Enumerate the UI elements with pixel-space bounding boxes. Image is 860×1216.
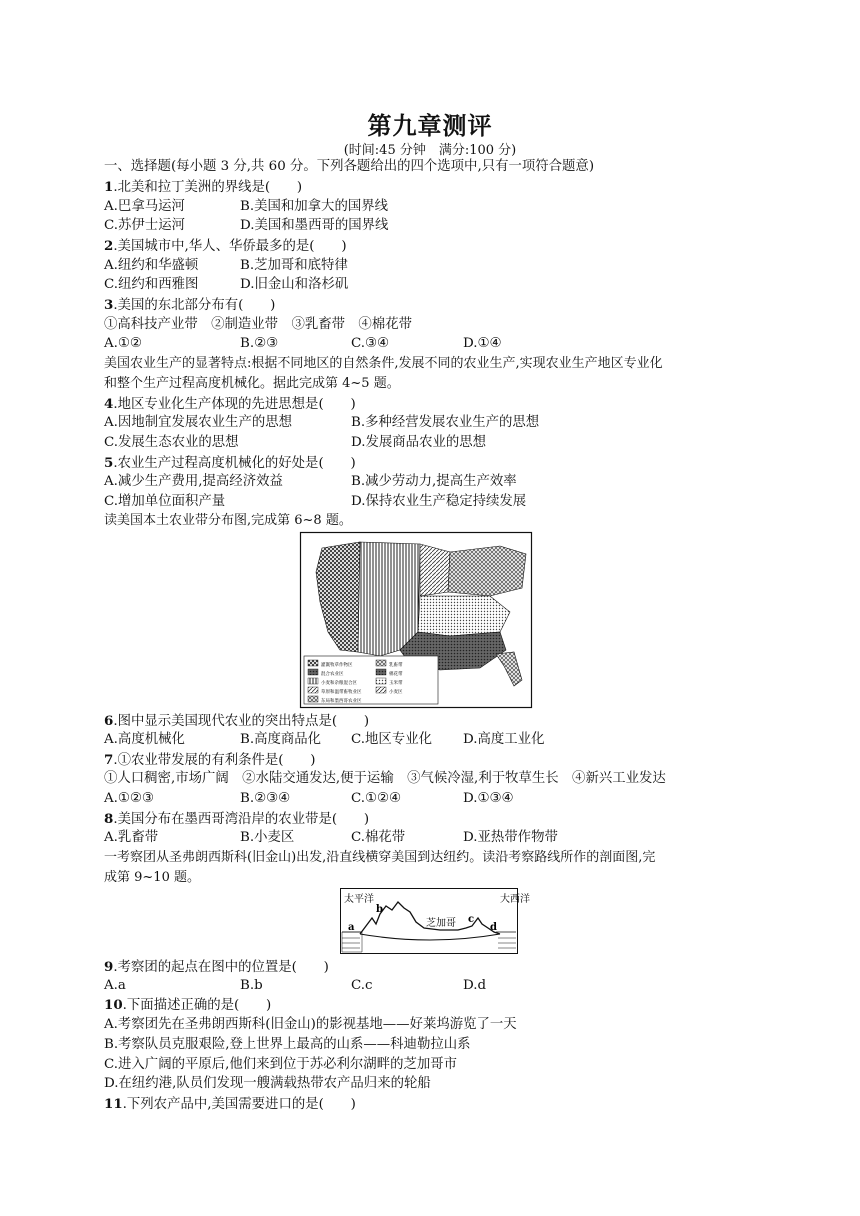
- point-c-label: c: [468, 914, 475, 925]
- q7-option-c: C.①②④: [351, 791, 402, 806]
- q5-option-a: A.减少生产费用,提高经济效益: [104, 474, 283, 489]
- point-d-label: d: [490, 922, 497, 933]
- q8-option-a: A.乳畜带: [104, 830, 159, 845]
- legend-swatch: [376, 660, 386, 666]
- us-agriculture-map: [300, 532, 532, 708]
- q10-option-c: C.进入广阔的平原后,他们来到位于苏必利尔湖畔的芝加哥市: [104, 1057, 458, 1072]
- legend-label: 灌溉牧草作物区: [321, 663, 353, 668]
- question-11: 11.下列农产品中,美国需要进口的是( ): [104, 1096, 356, 1112]
- q10-option-d: D.在纽约港,队员们发现一艘满载热带农产品归来的轮船: [104, 1076, 431, 1091]
- map-dairy-zone: [448, 546, 526, 596]
- q10-option-b: B.考察队员克服艰险,登上世界上最高的山系——科迪勒拉山系: [104, 1037, 471, 1052]
- q10-option-a: A.考察团先在圣弗朗西斯科(旧金山)的影视基地——好莱坞游览了一天: [104, 1017, 517, 1032]
- q1-option-a: A.巴拿马运河: [104, 199, 185, 214]
- map-corn-zone: [418, 596, 510, 636]
- q5-option-d: D.保持农业生产稳定持续发展: [351, 494, 527, 509]
- q2-option-d: D.旧金山和洛杉矶: [240, 277, 349, 292]
- q7-option-d: D.①③④: [463, 791, 514, 806]
- q6-option-a: A.高度机械化: [104, 732, 185, 747]
- q1-option-c: C.苏伊士运河: [104, 218, 185, 233]
- label-chicago: 芝加哥: [426, 918, 456, 929]
- map-wheat-zone: [420, 544, 450, 596]
- q3-option-c: C.③④: [351, 336, 390, 351]
- question-2: 2.美国城市中,华人、华侨最多的是( ): [104, 238, 347, 254]
- section-heading: 一、选择题(每小题 3 分,共 60 分。下列各题给出的四个选项中,只有一项符合题意): [104, 159, 595, 174]
- q8-option-d: D.亚热带作物带: [463, 830, 558, 845]
- label-atlantic: 大西洋: [500, 894, 530, 905]
- legend-swatch: [376, 687, 386, 693]
- passage-4-5-line2: 和整个生产过程高度机械化。据此完成第 4~5 题。: [104, 376, 400, 391]
- point-b-label: b: [376, 904, 383, 915]
- q6-option-c: C.地区专业化: [351, 732, 432, 747]
- question-1: 1.北美和拉丁美洲的界线是( ): [104, 179, 303, 195]
- legend-swatch: [376, 678, 386, 684]
- legend-swatch: [308, 678, 318, 684]
- passage-9-10-line2: 成第 9~10 题。: [104, 870, 200, 885]
- cross-section-profile: [340, 888, 530, 954]
- question-4: 4.地区专业化生产体现的先进思想是( ): [104, 396, 356, 412]
- question-5: 5.农业生产过程高度机械化的好处是( ): [104, 455, 356, 471]
- passage-6-8: 读美国本土农业带分布图,完成第 6~8 题。: [104, 513, 352, 528]
- question-10: 10.下面描述正确的是( ): [104, 997, 272, 1013]
- q9-option-d: D.d: [463, 978, 487, 993]
- legend-label: 小麦和杂粮混合区: [321, 681, 357, 686]
- label-pacific: 太平洋: [344, 894, 374, 905]
- legend-swatch: [308, 660, 318, 666]
- q7-items: ①人口稠密,市场广阔 ②水陆交通发达,便于运输 ③气候冷湿,利于牧草生长 ④新兴工业发达: [104, 771, 666, 786]
- q9-option-c: C.c: [351, 978, 373, 993]
- legend-label: 小麦区: [389, 690, 403, 695]
- q1-option-b: B.美国和加拿大的国界线: [240, 199, 389, 214]
- legend-swatch: [308, 669, 318, 675]
- q3-option-a: A.①②: [104, 336, 142, 351]
- point-a-label: a: [348, 922, 355, 933]
- legend-label: 草原和温带畜牧业区: [321, 690, 362, 695]
- legend-label: 东局和墨西哥农业区: [321, 699, 362, 704]
- q5-option-c: C.增加单位面积产量: [104, 494, 226, 509]
- legend-label: 玉米带: [389, 681, 403, 686]
- q8-option-c: C.棉花带: [351, 830, 406, 845]
- legend-swatch: [376, 669, 386, 675]
- q1-option-d: D.美国和墨西哥的国界线: [240, 218, 389, 233]
- q9-option-a: A.a: [104, 978, 126, 993]
- q7-option-b: B.②③④: [240, 791, 291, 806]
- q2-option-c: C.纽约和西雅图: [104, 277, 199, 292]
- q2-option-b: B.芝加哥和底特律: [240, 258, 348, 273]
- question-7: 7.①农业带发展的有利条件是( ): [104, 752, 316, 768]
- legend-swatch: [308, 687, 318, 693]
- q5-option-b: B.减少劳动力,提高生产效率: [351, 474, 517, 489]
- q7-option-a: A.①②③: [104, 791, 154, 806]
- q4-option-a: A.因地制宜发展农业生产的思想: [104, 415, 293, 430]
- q6-option-b: B.高度商品化: [240, 732, 322, 747]
- legend-swatch: [308, 696, 318, 702]
- question-6: 6.图中显示美国现代农业的突出特点是( ): [104, 713, 370, 729]
- q4-option-d: D.发展商品农业的思想: [351, 435, 487, 450]
- q3-option-b: B.②③: [240, 336, 279, 351]
- legend-label: 乳畜带: [389, 663, 403, 668]
- passage-4-5-line1: 美国农业生产的显著特点:根据不同地区的自然条件,发展不同的农业生产,实现农业生产地区专业化: [104, 356, 663, 371]
- q6-option-d: D.高度工业化: [463, 732, 545, 747]
- question-9: 9.考察团的起点在图中的位置是( ): [104, 959, 329, 975]
- q3-option-d: D.①④: [463, 336, 502, 351]
- exam-time-info: (时间:45 分钟 满分:100 分): [343, 143, 517, 158]
- question-3: 3.美国的东北部分布有( ): [104, 297, 276, 313]
- q3-items: ①高科技产业带 ②制造业带 ③乳畜带 ④棉花带: [104, 317, 412, 332]
- question-8: 8.美国分布在墨西哥湾沿岸的农业带是( ): [104, 811, 370, 827]
- q4-option-b: B.多种经营发展农业生产的思想: [351, 415, 540, 430]
- passage-9-10-line1: 一考察团从圣弗朗西斯科(旧金山)出发,沿直线横穿美国到达纽约。读沿考察路线所作的剖面图,完: [104, 850, 656, 865]
- legend-label: 混合农业区: [321, 672, 344, 677]
- q9-option-b: B.b: [240, 978, 263, 993]
- q8-option-b: B.小麦区: [240, 830, 295, 845]
- q4-option-c: C.发展生态农业的思想: [104, 435, 239, 450]
- page-title: 第九章测评: [367, 112, 493, 140]
- q2-option-a: A.纽约和华盛顿: [104, 258, 199, 273]
- legend-label: 棉花带: [389, 672, 403, 677]
